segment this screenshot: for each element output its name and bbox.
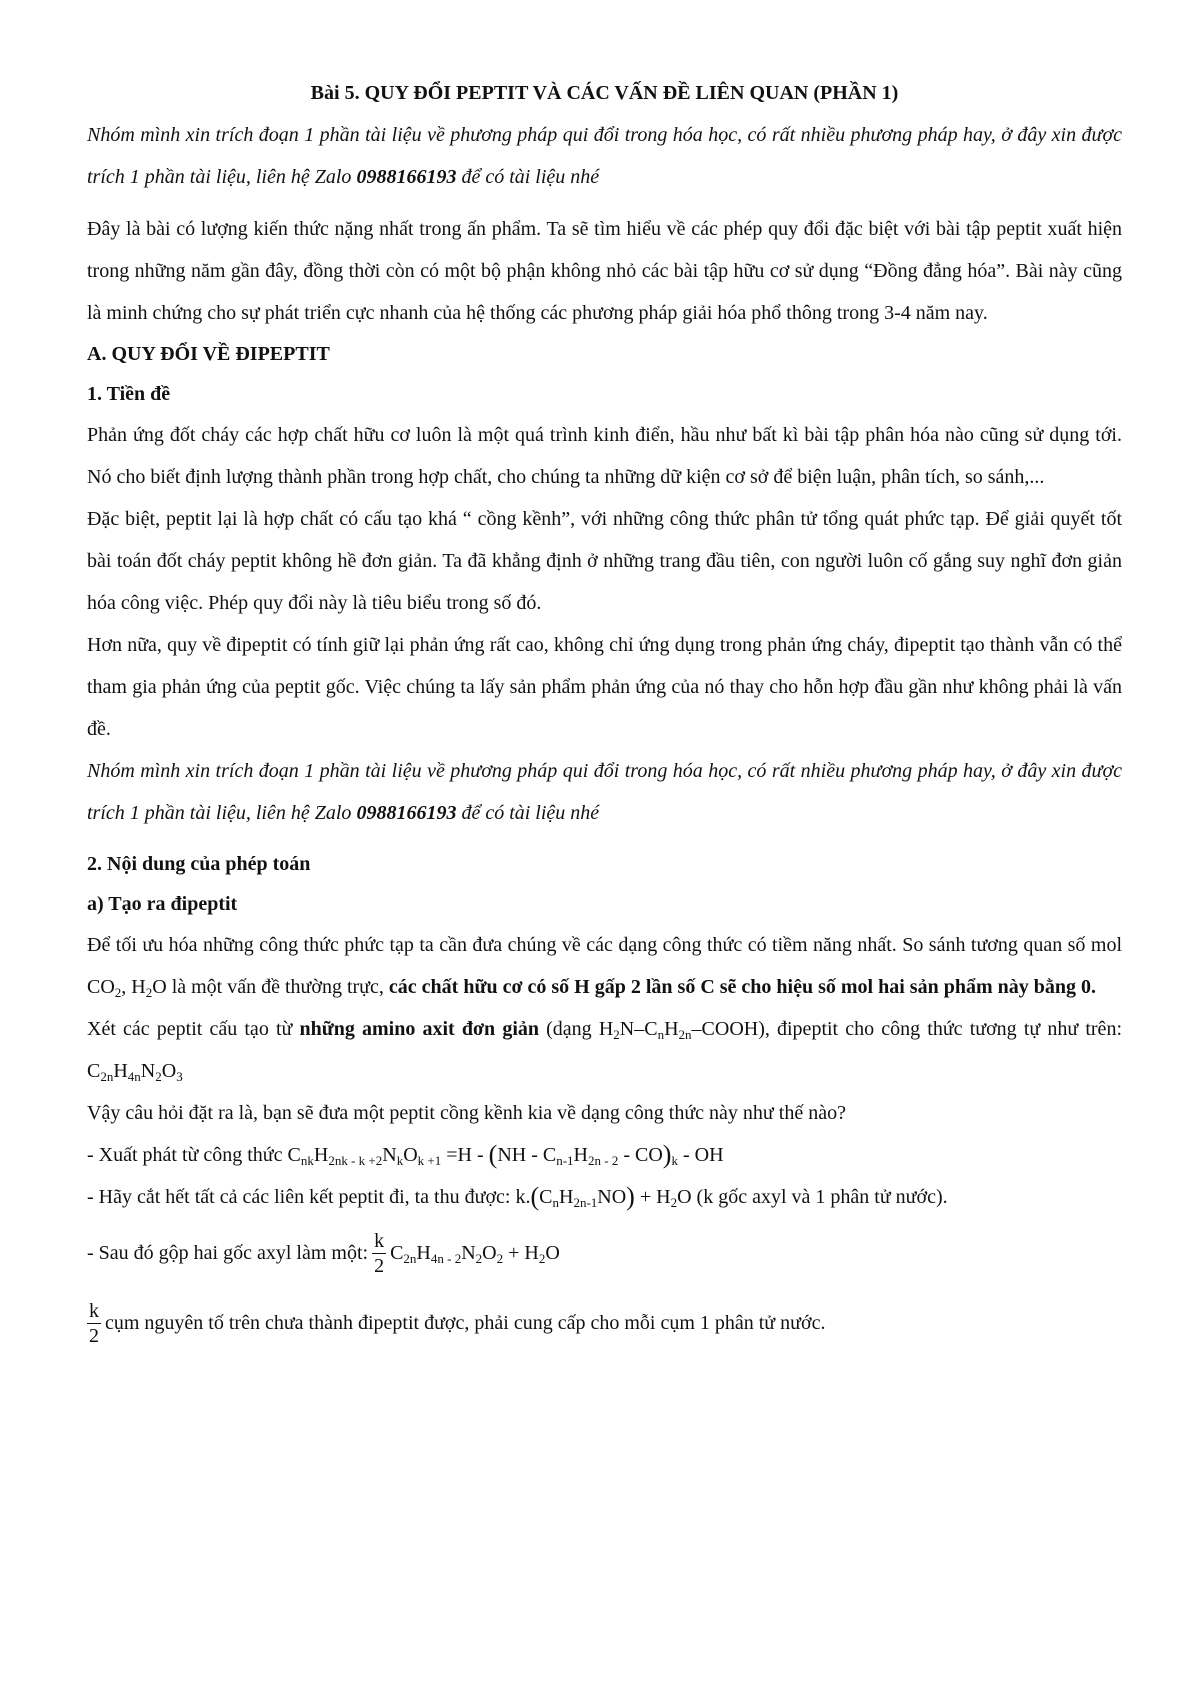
subscript: 2n-1 <box>573 1195 598 1210</box>
subscript: k <box>396 1153 404 1168</box>
document-page <box>87 78 1122 1358</box>
symbol: + H <box>634 1186 671 1208</box>
section-a-heading: A. QUY ĐỔI VỀ ĐIPEPTIT <box>87 343 330 365</box>
promo-note-top <box>87 114 1122 198</box>
subscript: 2 <box>670 1195 678 1210</box>
fraction-k-over-2 <box>87 1299 101 1348</box>
symbol: NO <box>597 1186 627 1208</box>
bullet-2 <box>87 1176 1122 1218</box>
co2-subscript: 2 <box>114 985 122 1000</box>
promo-phone: 0988166193 <box>356 166 457 188</box>
symbol: + H <box>503 1242 539 1264</box>
subscript: 2 <box>496 1251 504 1266</box>
symbol: N <box>382 1144 397 1166</box>
document-title: Bài 5. QUY ĐỔI PEPTIT VÀ CÁC VẤN ĐỀ LIÊN QUAN (PHẦN 1) <box>310 82 899 104</box>
general-peptide-formula <box>287 1140 724 1169</box>
formula-part: N–C <box>619 1018 658 1040</box>
subscript: n-1 <box>556 1153 574 1168</box>
promo-note-middle <box>87 750 1122 834</box>
bullet-text: - Xuất phát từ công thức <box>87 1144 288 1166</box>
subscript: 2n <box>403 1251 417 1266</box>
symbol: - CO <box>618 1144 663 1166</box>
subsection-2-heading: 2. Nội dung của phép toán <box>87 853 311 875</box>
symbol: ) <box>626 1182 635 1211</box>
subscript: n <box>552 1195 559 1210</box>
paragraph-3: Hơn nữa, quy về đipeptit có tính giữ lại phản ứng rất cao, không chỉ ứng dụng trong phản ứng cháy, đipeptit tạo thành vẫn có thể tham gia phản ứng của peptit gốc. Việc chúng ta lấy sản phẩm phản ứng của nó thay cho hỗn hợp đầu gần như không phải là vấn đề. <box>87 634 1122 740</box>
paragraph-4 <box>87 924 1122 1008</box>
p4-text: O là một vấn đề thường trực, <box>152 976 389 998</box>
dipeptide-formula <box>390 1232 560 1274</box>
subscript: 2 <box>155 1069 162 1084</box>
symbol: O <box>545 1242 560 1264</box>
p4-text: Để tối ưu hóa những công thức phức tạp ta cần đưa chúng về các dạng công thức có tiềm năng nhất. So sánh tương quan số mol CO <box>87 934 1122 998</box>
intro-paragraph: Đây là bài có lượng kiến thức nặng nhất trong ấn phẩm. Ta sẽ tìm hiểu về các phép quy đổi đặc biệt với bài tập peptit xuất hiện trong những năm gần đây, đồng thời còn có một bộ phận không nhỏ các bài tập hữu cơ sử dụng “Đồng đẳng hóa”. Bài này cũng là minh chứng cho sự phát triển cực nhanh của hệ thống các phương pháp giải hóa phổ thông trong 3-4 năm nay. <box>87 218 1122 324</box>
subsection-1-heading: 1. Tiền đề <box>87 383 171 405</box>
subscript: 4n <box>127 1069 141 1084</box>
paragraph-1: Phản ứng đốt cháy các hợp chất hữu cơ luôn là một quá trình kinh điển, hầu như bất kì bài tập phân hóa nào cũng sử dụng tới. Nó cho biết định lượng thành phần trong hợp chất, cho chúng ta những dữ kiện cơ sở để biện luận, phân tích, so sánh,... <box>87 424 1122 488</box>
subscript: 2 <box>538 1251 546 1266</box>
symbol: C <box>539 1186 553 1208</box>
symbol: - OH <box>677 1144 724 1166</box>
subscript: 2nk - k +2 <box>328 1153 383 1168</box>
promo-text: Nhóm mình xin trích đoạn 1 phần tài liệu về phương pháp qui đổi trong hóa học, có rất nhiều phương pháp hay, ở đây xin được trích 1 phần tài liệu, liên hệ Zalo <box>87 760 1122 824</box>
subscript: n <box>657 1027 665 1042</box>
subscript: 2 <box>613 1027 620 1042</box>
subscript: k <box>671 1153 678 1168</box>
symbol: O <box>677 1186 692 1208</box>
formula-part: O <box>161 1060 177 1082</box>
symbol: C <box>390 1242 404 1264</box>
h2o-subscript: 2 <box>145 985 153 1000</box>
symbol: H <box>558 1186 574 1208</box>
symbol: H <box>313 1144 329 1166</box>
p5-text: Xét các peptit cấu tạo từ <box>87 1018 300 1040</box>
subscript: 2n <box>678 1027 692 1042</box>
symbol: ( <box>530 1182 540 1211</box>
bullet-text: - Hãy cắt hết tất cả các liên kết peptit đi, ta thu được: <box>87 1186 516 1208</box>
symbol: ) <box>662 1140 672 1169</box>
promo-phone: 0988166193 <box>356 802 457 824</box>
last-paragraph <box>87 1288 1122 1358</box>
bullet-1 <box>87 1134 1122 1176</box>
p5-text: (dạng H <box>539 1018 614 1040</box>
formula-part: H <box>664 1018 679 1040</box>
symbol: O <box>403 1144 418 1166</box>
paragraph-6: Vậy câu hỏi đặt ra là, bạn sẽ đưa một peptit cồng kềnh kia về dạng công thức này như thế nào? <box>87 1102 846 1124</box>
symbol: H <box>573 1144 588 1166</box>
symbol: H <box>416 1242 431 1264</box>
subscript: 2n - 2 <box>588 1153 619 1168</box>
paragraph-2: Đặc biệt, peptit lại là hợp chất có cấu tạo khá “ cồng kềnh”, với những công thức phân tử tổng quát phức tạp. Để giải quyết tốt bài toán đốt cháy peptit không hề đơn giản. Ta đã khẳng định ở những trang đầu tiên, con người luôn cố gắng suy nghĩ đơn giản hóa công việc. Phép quy đổi này là tiêu biểu trong số đó. <box>87 508 1122 614</box>
formula-part: N <box>140 1060 156 1082</box>
promo-text: Nhóm mình xin trích đoạn 1 phần tài liệu về phương pháp qui đổi trong hóa học, có rất nhiều phương pháp hay, ở đây xin được trích 1 phần tài liệu, liên hệ Zalo <box>87 124 1122 188</box>
formula-part: –COOH), đipeptit cho công thức tương tự như trên: C <box>87 1018 1122 1082</box>
last-paragraph-text: cụm nguyên tố trên chưa thành đipeptit được, phải cung cấp cho mỗi cụm 1 phân tử nước. <box>105 1312 826 1334</box>
subsection-2a-heading: a) Tạo ra đipeptit <box>87 893 238 915</box>
subscript: 3 <box>176 1069 183 1084</box>
subscript: k +1 <box>417 1153 442 1168</box>
numerator: k <box>89 1299 99 1322</box>
symbol: O <box>482 1242 497 1264</box>
fraction-k-over-2 <box>372 1229 386 1278</box>
denominator: 2 <box>89 1324 99 1347</box>
p5-bold-text: những amino axit đơn giản <box>299 1018 539 1040</box>
paragraph-5 <box>87 1008 1122 1092</box>
symbol: C <box>287 1144 301 1166</box>
formula-part: H <box>113 1060 128 1082</box>
symbol: =H - <box>441 1144 489 1166</box>
symbol: N <box>461 1242 476 1264</box>
bullet-3 <box>87 1218 1122 1288</box>
bullet-text: (k gốc axyl và 1 phân tử nước). <box>691 1186 948 1208</box>
acyl-formula <box>515 1182 692 1211</box>
p4-bold-text: các chất hữu cơ có số H gấp 2 lần số C sẽ cho hiệu số mol hai sản phẩm này bằng 0. <box>388 976 1096 998</box>
denominator: 2 <box>374 1254 385 1277</box>
symbol: NH - <box>497 1144 543 1166</box>
promo-text-end: để có tài liệu nhé <box>456 166 600 188</box>
symbol: k. <box>515 1186 531 1208</box>
subscript: 4n - 2 <box>430 1251 462 1266</box>
subscript: 2n <box>100 1069 114 1084</box>
subscript: 2 <box>475 1251 483 1266</box>
p4-text: , H <box>121 976 146 998</box>
subscript: nk <box>300 1153 314 1168</box>
numerator: k <box>374 1229 385 1252</box>
promo-text-end: để có tài liệu nhé <box>456 802 600 824</box>
symbol: ( <box>488 1140 498 1169</box>
symbol: C <box>542 1144 557 1166</box>
bullet-text: - Sau đó gộp hai gốc axyl làm một: <box>87 1242 369 1264</box>
